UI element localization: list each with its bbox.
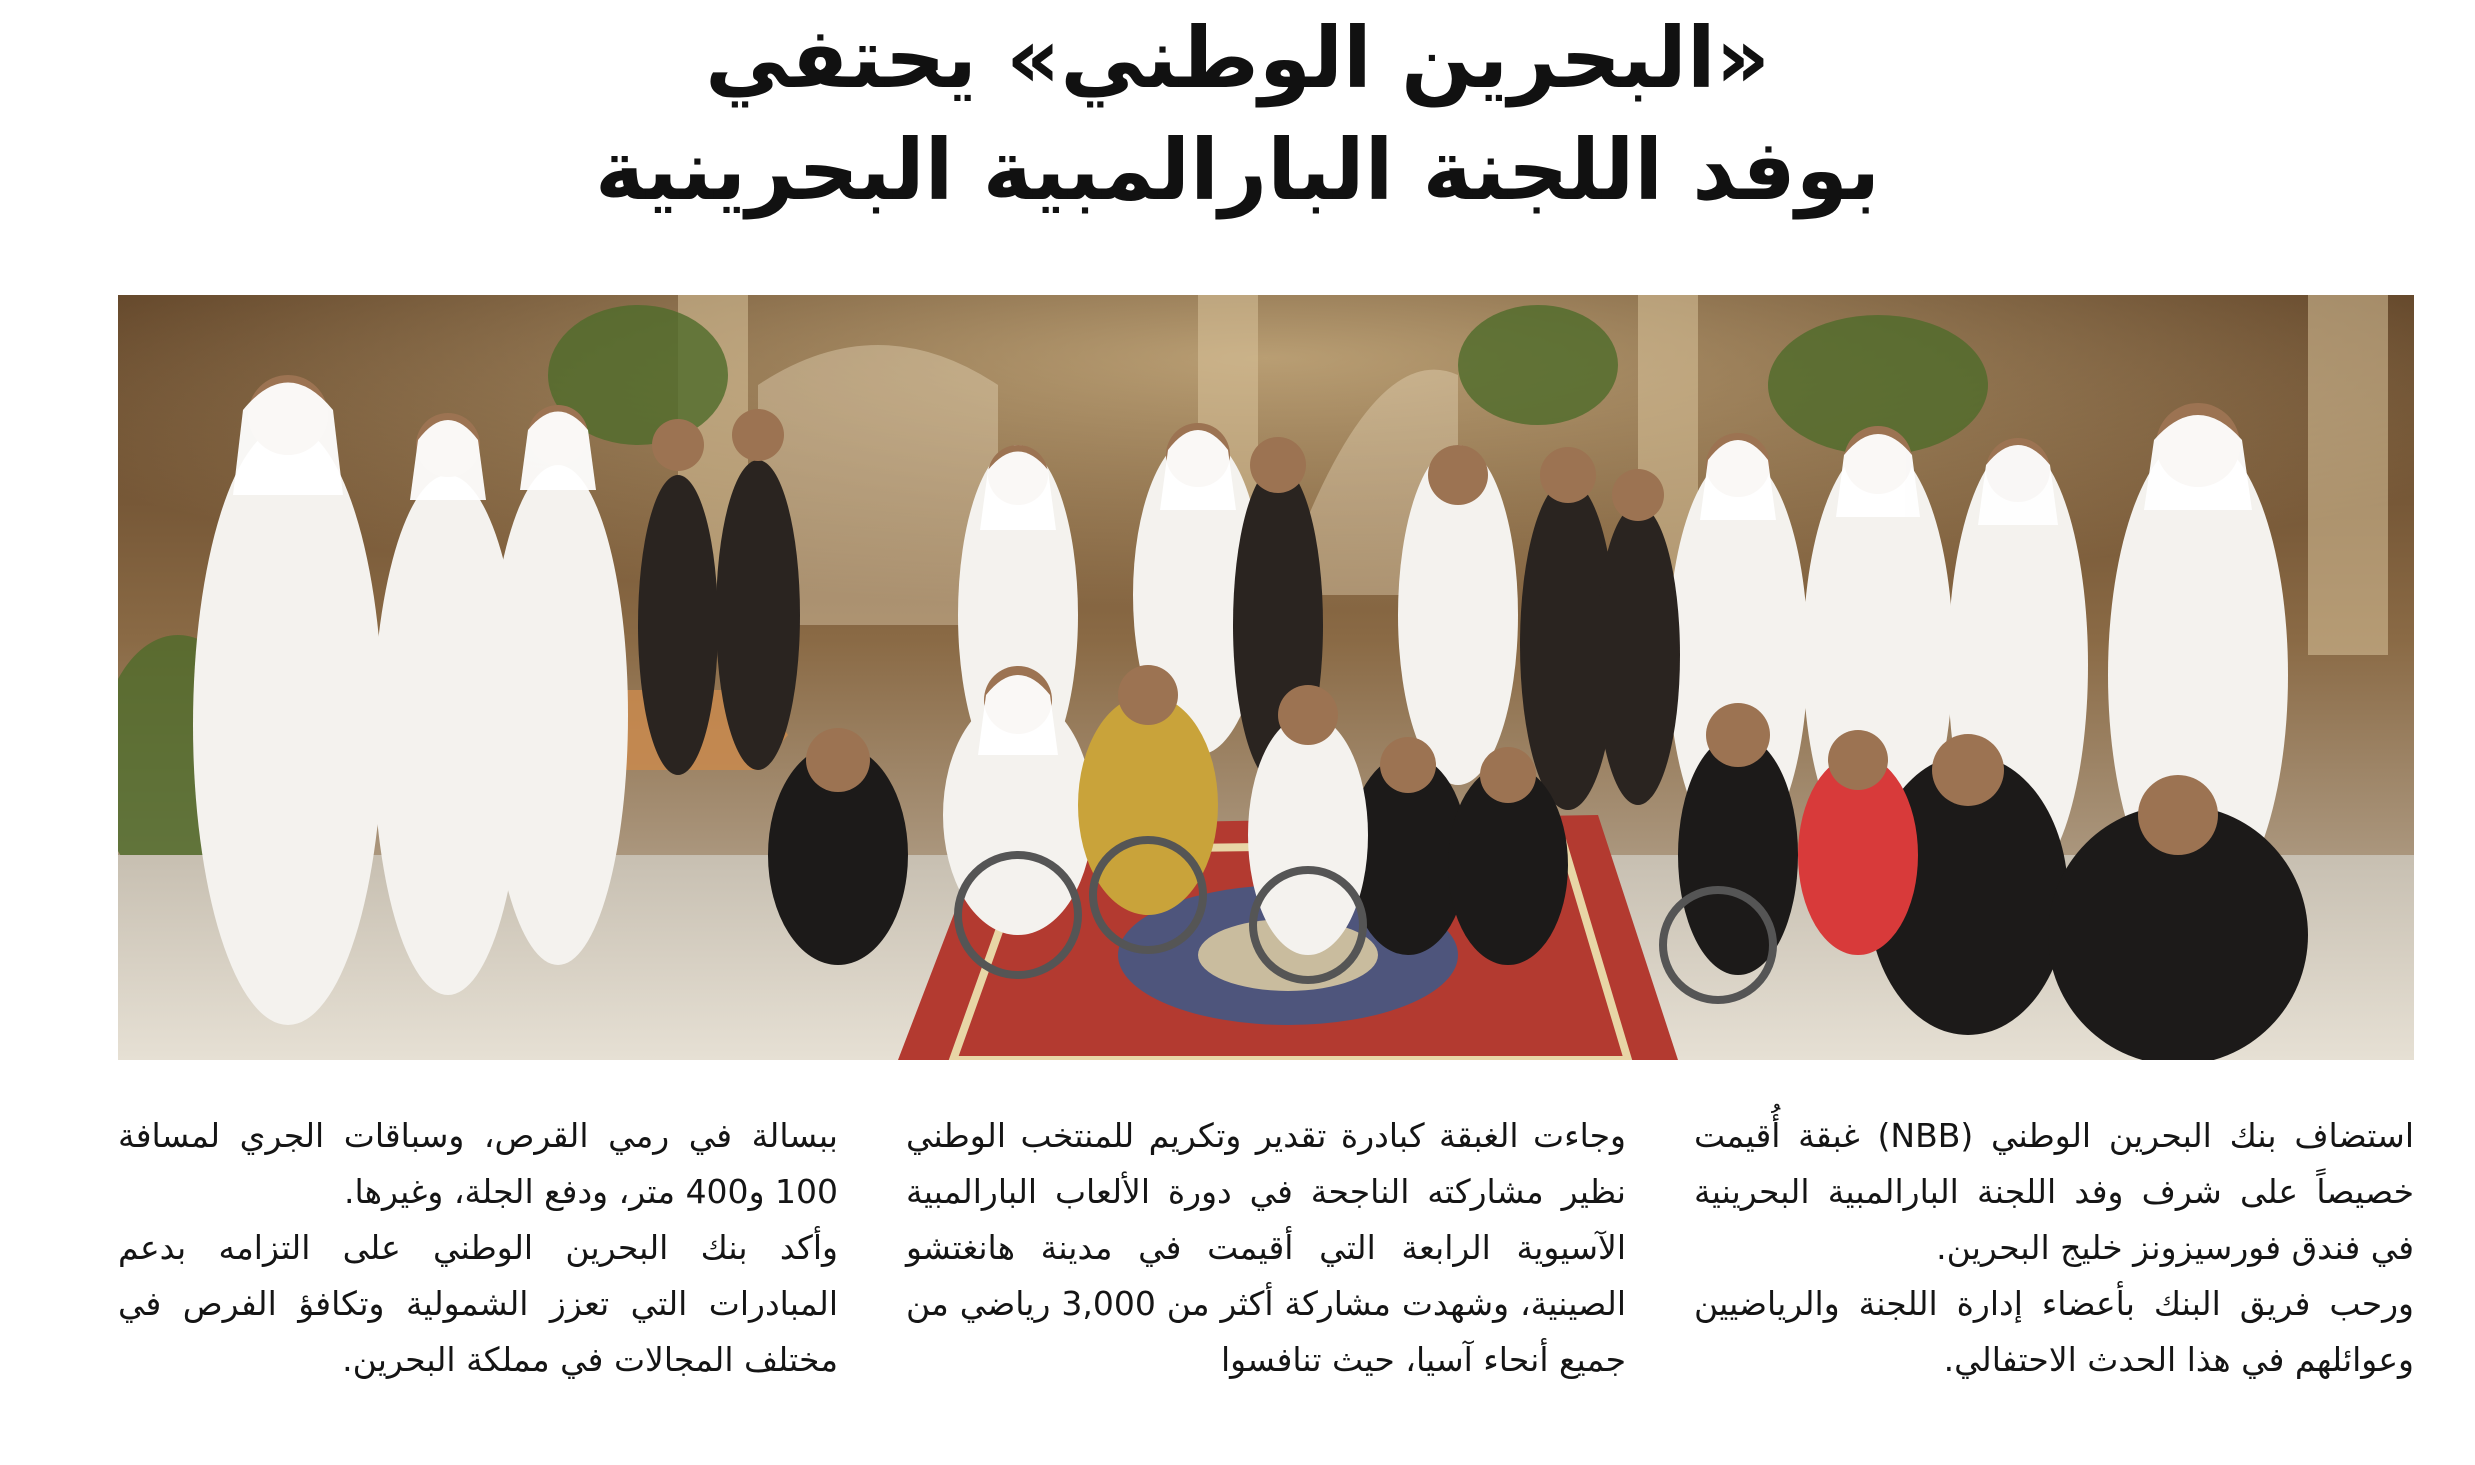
headline xyxy=(0,0,2475,250)
article-column-right xyxy=(1694,1108,2414,1388)
article-body xyxy=(118,1108,2414,1408)
paragraph: وأكد بنك البحرين الوطني على التزامه بدعم المبادرات التي تعزز الشمولية وتكافؤ الفرص في مختلف المجالات في مملكة البحرين. xyxy=(118,1228,838,1379)
paragraph: ببسالة في رمي القرص، وسباقات الجري لمسافة 100 و400 متر، ودفع الجلة، وغيرها. xyxy=(118,1116,838,1211)
headline-line-2: بوفد اللجنة البارالمبية البحرينية xyxy=(594,121,1881,219)
paragraph: ورحب فريق البنك بأعضاء إدارة اللجنة والرياضيين وعوائلهم في هذا الحدث الاحتفالي. xyxy=(1694,1284,2414,1379)
paragraph: وجاءت الغبقة كبادرة تقدير وتكريم للمنتخب الوطني نظير مشاركته الناجحة في دورة الألعاب البارالمبية الآسيوية الرابعة التي أقيمت في مدينة هانغتشو الصينية، وشهدت مشاركة أكثر من 3,000 رياضي من جميع أنحاء آسيا، حيث تنافسوا xyxy=(906,1116,1627,1379)
group-photo xyxy=(118,295,2414,1060)
article-column-left xyxy=(118,1108,838,1388)
article-column-middle xyxy=(906,1108,1626,1388)
paragraph: استضاف بنك البحرين الوطني (NBB) غبقة أُقيمت خصيصاً على شرف وفد اللجنة البارالمبية البحرينية في فندق فورسيزونز خليج البحرين. xyxy=(1694,1116,2414,1267)
headline-line-1: «البحرين الوطني» يحتفي xyxy=(705,9,1770,107)
